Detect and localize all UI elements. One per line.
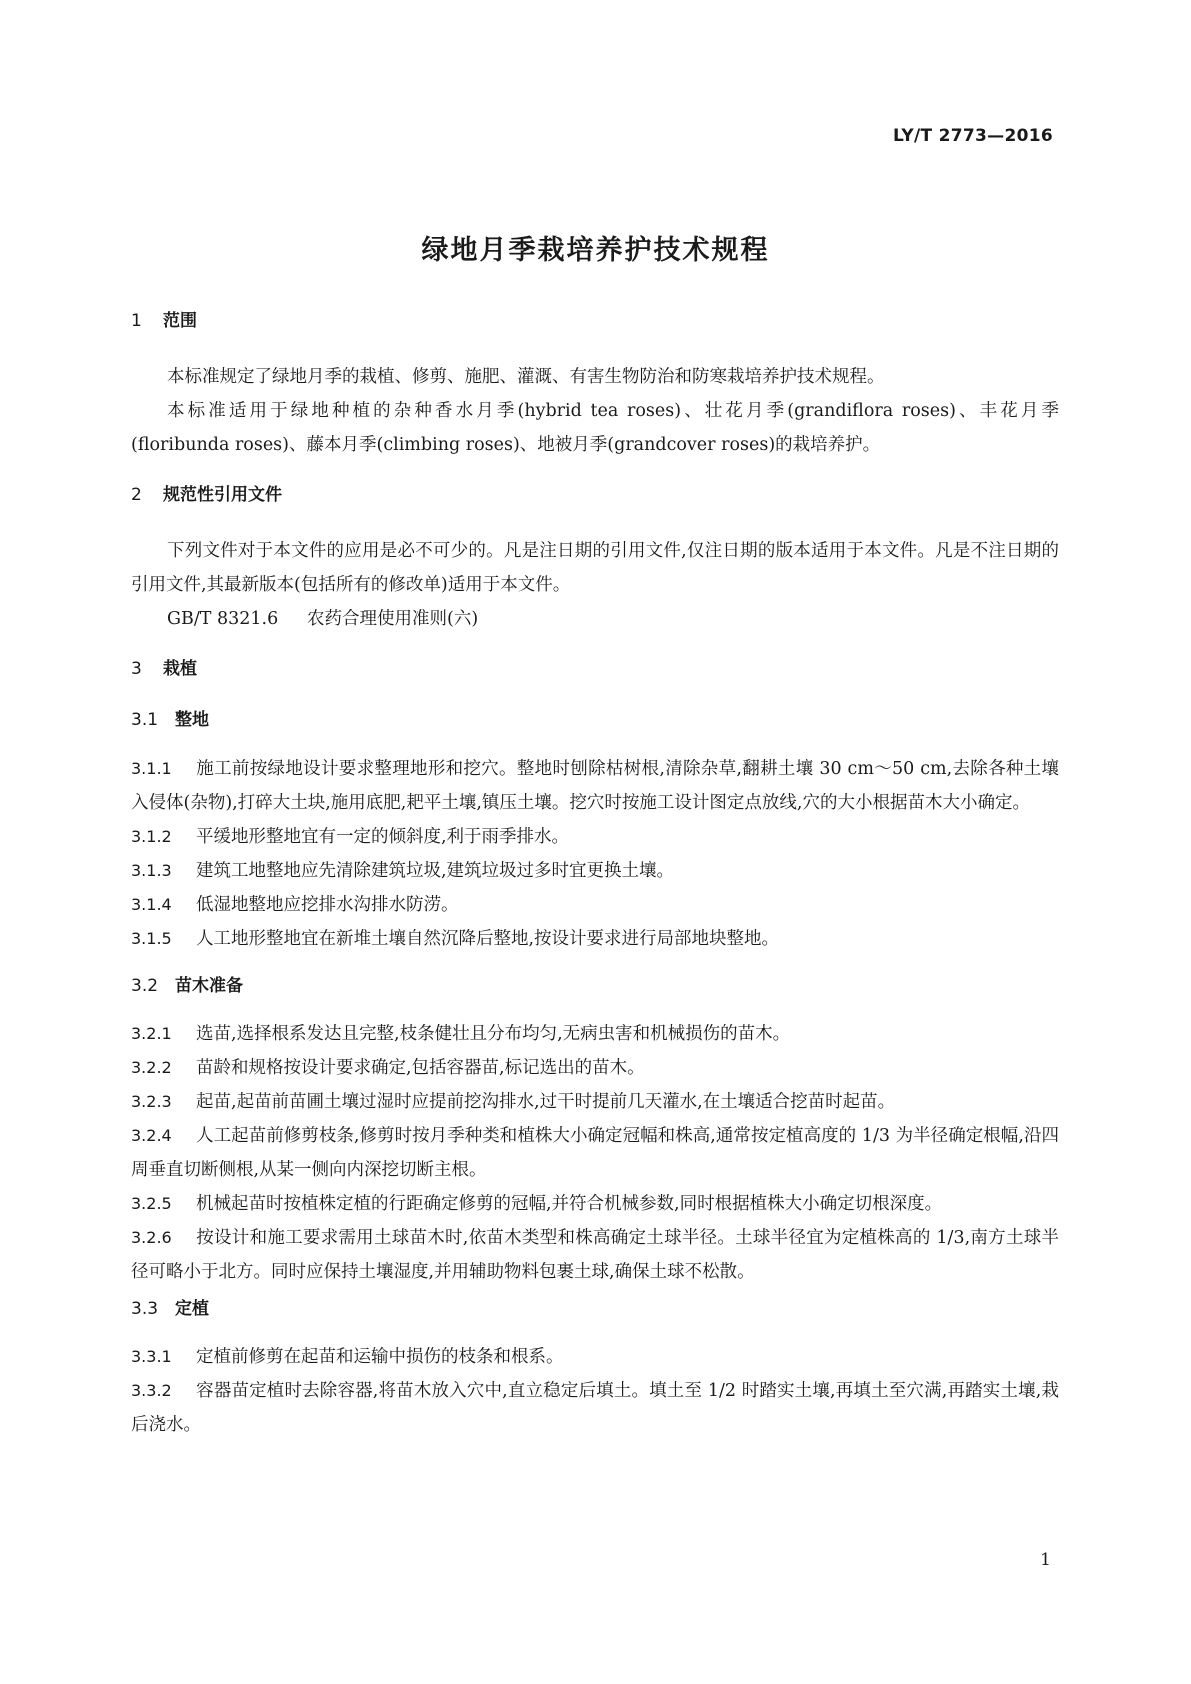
clause [131,1085,1059,1119]
section-3 [131,657,1059,681]
section-number: 1 [131,311,142,331]
section-heading [131,657,1059,681]
subsection-title: 苗木准备 [175,976,243,996]
clause-text: 定植前修剪在起苗和运输中损伤的枝条和根系。 [196,1347,564,1367]
clause-text: 选苗,选择根系发达且完整,枝条健壮且分布均匀,无病虫害和机械损伤的苗木。 [196,1024,791,1044]
clause-number: 3.2.4 [131,1126,172,1145]
reference-code: GB/T 8321.6 [167,609,279,629]
subsection-3-1 [131,708,1059,732]
subsection-heading [131,974,1059,998]
clause-number: 3.2.6 [131,1228,172,1247]
clause-text: 建筑工地整地应先清除建筑垃圾,建筑垃圾过多时宜更换土壤。 [196,861,675,881]
clause-number: 3.1.2 [131,827,172,846]
clause-number: 3.2.2 [131,1058,172,1077]
subsection-3-3 [131,1297,1059,1321]
clause [131,1187,1059,1221]
clause-text: 机械起苗时按植株定植的行距确定修剪的冠幅,并符合机械参数,同时根据植株大小确定切根深度。 [196,1194,943,1214]
subsection-title: 整地 [175,710,209,730]
clause-number: 3.1.5 [131,929,172,948]
section-title: 范围 [163,311,197,331]
paragraph: 本标准规定了绿地月季的栽植、修剪、施肥、灌溉、有害生物防治和防寒栽培养护技术规程。 [167,367,885,387]
clause-text: 容器苗定植时去除容器,将苗木放入穴中,直立稳定后填土。填土至 1/2 时踏实土壤,再填土至穴满,再踏实土壤,栽后浇水。 [131,1381,1059,1435]
clause [131,922,1059,956]
clause [131,1017,1059,1051]
section-heading [131,483,1059,507]
clause [131,1340,1059,1374]
subsection-heading [131,1297,1059,1321]
subsection-3-2-body [131,1017,1059,1289]
section-number: 3 [131,659,142,679]
clause-text: 人工地形整地宜在新堆土壤自然沉降后整地,按设计要求进行局部地块整地。 [196,929,780,949]
subsection-heading [131,708,1059,732]
section-title: 栽植 [163,659,197,679]
subsection-title: 定植 [175,1299,209,1319]
clause-number: 3.3.2 [131,1381,172,1400]
section-heading [131,309,1059,333]
section-2-body [131,534,1059,636]
page-number: 1 [1040,1550,1051,1570]
clause-text: 低湿地整地应挖排水沟排水防涝。 [196,895,459,915]
clause-number: 3.2.3 [131,1092,172,1111]
clause-text: 起苗,起苗前苗圃土壤过湿时应提前挖沟排水,过干时提前几天灌水,在土壤适合挖苗时起苗。 [196,1092,896,1112]
clause [131,752,1059,820]
paragraph: 本标准适用于绿地种植的杂种香水月季(hybrid tea roses)、壮花月季(grandiflora roses)、丰花月季(floribunda roses)、藤本月季(climbing roses)、地被月季(grandcover roses)的栽培养护。 [131,401,1059,455]
reference-title: 农药合理使用准则(六) [307,609,479,629]
clause-text: 按设计和施工要求需用土球苗木时,依苗木类型和株高确定土球半径。土球半径宜为定植株高的 1/3,南方土球半径可略小于北方。同时应保持土壤湿度,并用辅助物料包裹土球,确保土球不松散。 [131,1228,1059,1282]
clause-text: 苗龄和规格按设计要求确定,包括容器苗,标记选出的苗木。 [196,1058,645,1078]
subsection-number: 3.2 [131,976,159,996]
clause-text: 人工起苗前修剪枝条,修剪时按月季种类和植株大小确定冠幅和株高,通常按定植高度的 1/3 为半径确定根幅,沿四周垂直切断侧根,从某一侧向内深挖切断主根。 [131,1126,1059,1180]
clause-number: 3.2.5 [131,1194,172,1213]
clause [131,1051,1059,1085]
clause [131,1221,1059,1289]
subsection-3-1-body [131,752,1059,956]
clause [131,888,1059,922]
clause-number: 3.1.1 [131,759,172,778]
clause [131,820,1059,854]
section-1 [131,309,1059,333]
clause [131,1119,1059,1187]
section-2 [131,483,1059,507]
subsection-number: 3.3 [131,1299,159,1319]
clause-number: 3.2.1 [131,1024,172,1043]
clause [131,1374,1059,1442]
document-title: 绿地月季栽培养护技术规程 [421,235,770,266]
normative-reference [131,602,1059,636]
section-title: 规范性引用文件 [163,485,282,505]
subsection-3-2 [131,974,1059,998]
clause-number: 3.3.1 [131,1347,172,1366]
clause-text: 施工前按绿地设计要求整理地形和挖穴。整地时刨除枯树根,清除杂草,翻耕土壤 30 cm～50 cm,去除各种土壤入侵体(杂物),打碎大土块,施用底肥,耙平土壤,镇压土壤。挖穴时按施工设计图定点放线,穴的大小根据苗木大小确定。 [131,759,1059,813]
section-number: 2 [131,485,142,505]
standard-code: LY/T 2773—2016 [892,126,1053,146]
subsection-3-3-body [131,1340,1059,1442]
clause-text: 平缓地形整地宜有一定的倾斜度,利于雨季排水。 [196,827,570,847]
subsection-number: 3.1 [131,710,159,730]
clause-number: 3.1.4 [131,895,172,914]
paragraph: 下列文件对于本文件的应用是必不可少的。凡是注日期的引用文件,仅注日期的版本适用于本文件。凡是不注日期的引用文件,其最新版本(包括所有的修改单)适用于本文件。 [131,541,1059,595]
clause [131,854,1059,888]
section-1-body [131,360,1059,462]
clause-number: 3.1.3 [131,861,172,880]
